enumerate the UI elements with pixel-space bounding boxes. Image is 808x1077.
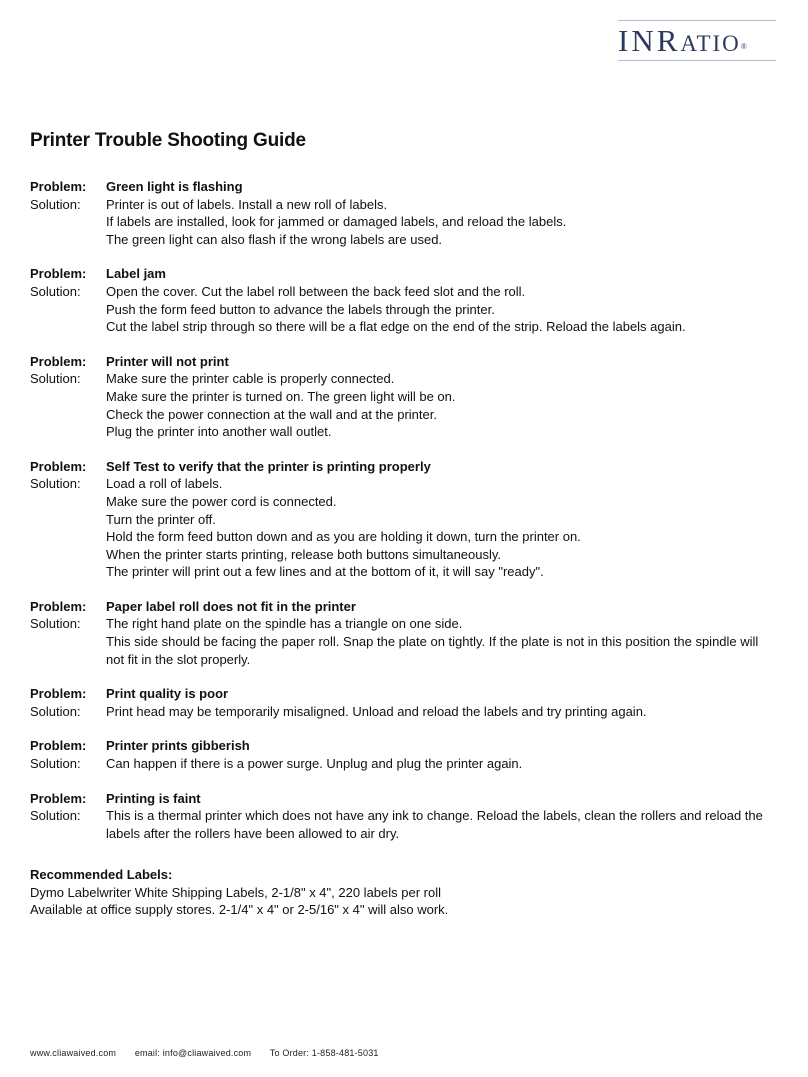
solution-row xyxy=(30,807,778,842)
solution-line: Cut the label strip through so there will be a flat edge on the end of the strip. Reload the labels again. xyxy=(106,319,686,335)
solution-lines xyxy=(106,475,778,581)
logo-bottom-rule xyxy=(618,60,776,61)
logo-text-in: IN xyxy=(618,23,657,58)
solution-line: The green light can also flash if the wrong labels are used. xyxy=(106,231,443,247)
problem-text: Printer will not print xyxy=(106,353,229,369)
solution-label: Solution: xyxy=(30,196,81,212)
problem-text: Printing is faint xyxy=(106,790,201,806)
problem-row xyxy=(30,178,778,196)
page-footer xyxy=(30,1048,395,1058)
problem-text: Printer prints gibberish xyxy=(106,738,250,754)
solution-row xyxy=(30,615,778,668)
problem-section xyxy=(30,265,778,335)
solution-line: Turn the printer off. xyxy=(106,511,216,527)
problem-row xyxy=(30,265,778,283)
footer-order-phone: To Order: 1-858-481-5031 xyxy=(269,1048,379,1058)
solution-line: Print head may be temporarily misaligned. Unload and reload the labels and try printing again. xyxy=(106,703,647,719)
problem-text: Paper label roll does not fit in the printer xyxy=(106,598,356,614)
problem-text: Print quality is poor xyxy=(106,686,229,702)
problem-section xyxy=(30,685,778,720)
solution-lines xyxy=(106,615,778,668)
solution-lines xyxy=(106,807,778,842)
solution-label: Solution: xyxy=(30,616,81,632)
problem-section xyxy=(30,178,778,248)
problem-row xyxy=(30,353,778,371)
problem-label: Problem: xyxy=(30,353,87,369)
problem-label: Problem: xyxy=(30,790,87,806)
problem-row xyxy=(30,685,778,703)
problem-text: Label jam xyxy=(106,266,166,282)
problem-section xyxy=(30,353,778,441)
solution-line: This is a thermal printer which does not have any ink to change. Reload the labels, clean the rollers and reload the labels after the rollers have been allowed to air dry. xyxy=(106,808,763,841)
solution-line: Load a roll of labels. xyxy=(106,476,223,492)
solution-row xyxy=(30,283,778,336)
solution-line: Can happen if there is a power surge. Unplug and plug the printer again. xyxy=(106,756,523,772)
solution-label: Solution: xyxy=(30,756,81,772)
problem-row xyxy=(30,790,778,808)
solution-label: Solution: xyxy=(30,476,81,492)
solution-lines xyxy=(106,283,778,336)
solution-row xyxy=(30,370,778,440)
page-title: Printer Trouble Shooting Guide xyxy=(30,130,306,151)
solution-label: Solution: xyxy=(30,371,81,387)
problem-label: Problem: xyxy=(30,266,87,282)
solution-lines xyxy=(106,370,778,440)
logo-wordmark xyxy=(618,24,747,61)
solution-line: Plug the printer into another wall outlet. xyxy=(106,424,332,440)
solution-line: Open the cover. Cut the label roll between the back feed slot and the roll. xyxy=(106,283,526,299)
recommended-heading: Recommended Labels: xyxy=(30,867,173,882)
logo-top-rule xyxy=(618,20,776,21)
solution-row xyxy=(30,703,778,721)
logo-registered-mark: ® xyxy=(740,42,747,51)
troubleshooting-list xyxy=(30,178,778,859)
problem-section xyxy=(30,458,778,581)
recommended-labels xyxy=(30,866,778,919)
solution-line: This side should be facing the paper roll. Snap the plate on tightly. If the plate is not in this position the spindle will not fit in the slot properly. xyxy=(106,634,759,667)
recommended-line: Dymo Labelwriter White Shipping Labels, 2-1/8" x 4", 220 labels per roll xyxy=(30,884,441,900)
solution-line: Make sure the power cord is connected. xyxy=(106,493,337,509)
logo-text-atio: ATIO xyxy=(680,31,741,56)
solution-row xyxy=(30,196,778,249)
problem-row xyxy=(30,737,778,755)
solution-line: The right hand plate on the spindle has a triangle on one side. xyxy=(106,616,463,632)
solution-lines xyxy=(106,755,778,773)
footer-website: www.cliawaived.com xyxy=(30,1048,117,1058)
solution-label: Solution: xyxy=(30,283,81,299)
solution-line: Push the form feed button to advance the labels through the printer. xyxy=(106,301,495,317)
footer-email: email: info@cliawaived.com xyxy=(134,1048,252,1058)
problem-row xyxy=(30,598,778,616)
solution-lines xyxy=(106,196,778,249)
solution-line: Make sure the printer cable is properly connected. xyxy=(106,371,395,387)
problem-section xyxy=(30,790,778,843)
solution-row xyxy=(30,475,778,581)
solution-line: Make sure the printer is turned on. The green light will be on. xyxy=(106,388,456,404)
solution-lines xyxy=(106,703,778,721)
problem-row xyxy=(30,458,778,476)
solution-label: Solution: xyxy=(30,703,81,719)
problem-label: Problem: xyxy=(30,686,87,702)
inratio-logo xyxy=(618,20,778,64)
solution-line: Printer is out of labels. Install a new roll of labels. xyxy=(106,196,388,212)
problem-text: Self Test to verify that the printer is printing properly xyxy=(106,458,431,474)
solution-row xyxy=(30,755,778,773)
problem-label: Problem: xyxy=(30,458,87,474)
solution-label: Solution: xyxy=(30,808,81,824)
problem-text: Green light is flashing xyxy=(106,179,243,194)
problem-label: Problem: xyxy=(30,598,87,614)
recommended-line: Available at office supply stores. 2-1/4" x 4" or 2-5/16" x 4" will also work. xyxy=(30,902,449,918)
solution-line: When the printer starts printing, release both buttons simultaneously. xyxy=(106,546,502,562)
solution-line: Hold the form feed button down and as you are holding it down, turn the printer on. xyxy=(106,529,581,545)
problem-label: Problem: xyxy=(30,179,87,194)
solution-line: The printer will print out a few lines and at the bottom of it, it will say "ready". xyxy=(106,564,544,580)
problem-section xyxy=(30,598,778,668)
logo-text-r: R xyxy=(656,23,681,58)
problem-label: Problem: xyxy=(30,738,87,754)
solution-line: Check the power connection at the wall and at the printer. xyxy=(106,406,437,422)
solution-line: If labels are installed, look for jammed or damaged labels, and reload the labels. xyxy=(106,214,567,230)
problem-section xyxy=(30,737,778,772)
